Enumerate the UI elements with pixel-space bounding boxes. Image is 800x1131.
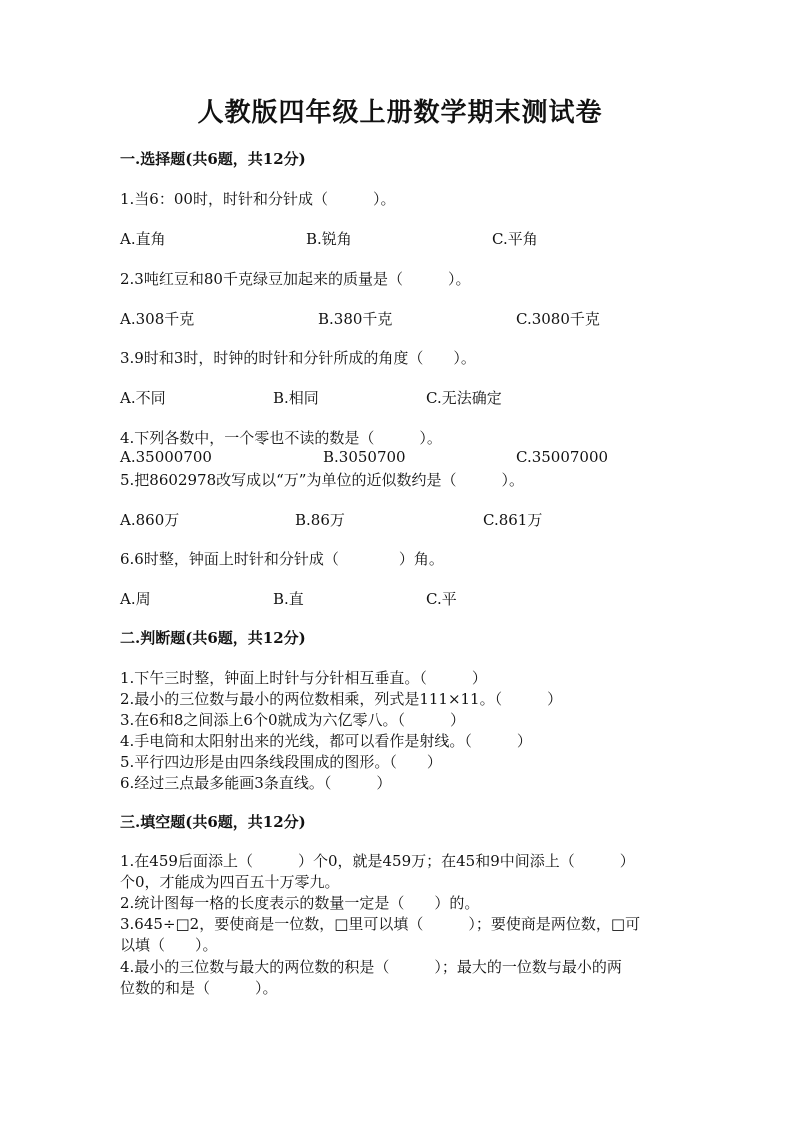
- question-3-1-line-1: 1.在459后面添上（ ）个0，就是459万；在45和9中间添上（ ）: [120, 852, 635, 870]
- option-1-4-c: C.35007000: [516, 448, 609, 466]
- option-1-2-c: C.3080千克: [516, 310, 600, 328]
- option-1-1-c: C.平角: [492, 230, 538, 248]
- section-heading-choice: 一.选择题(共6题，共12分): [120, 150, 306, 168]
- option-1-3-c: C.无法确定: [426, 389, 502, 407]
- question-3-2: 2.统计图每一格的长度表示的数量一定是（ ）的。: [120, 894, 480, 912]
- question-1-3: 3.9时和3时，时钟的时针和分针所成的角度（ ）。: [120, 349, 476, 367]
- question-2-5: 5.平行四边形是由四条线段围成的图形。（ ）: [120, 753, 442, 771]
- option-1-2-a: A.308千克: [120, 310, 195, 328]
- question-3-4-line-1: 4.最小的三位数与最大的两位数的积是（ ）；最大的一位数与最小的两: [120, 958, 622, 976]
- section-heading-true-false: 二.判断题(共6题，共12分): [120, 629, 306, 647]
- option-1-5-c: C.861万: [483, 511, 543, 529]
- option-1-3-b: B.相同: [273, 389, 319, 407]
- question-1-1: 1.当6：00时，时针和分针成（ ）。: [120, 190, 396, 208]
- page-title: 人教版四年级上册数学期末测试卷: [197, 98, 603, 128]
- question-1-4: 4.下列各数中，一个零也不读的数是（ ）。: [120, 429, 442, 447]
- option-1-6-a: A.周: [120, 590, 151, 608]
- option-1-4-b: B.3050700: [323, 448, 406, 466]
- question-1-2: 2.3吨红豆和80千克绿豆加起来的质量是（ ）。: [120, 270, 471, 288]
- option-1-1-a: A.直角: [120, 230, 166, 248]
- question-1-6: 6.6时整，钟面上时针和分针成（ ）角。: [120, 550, 444, 568]
- option-1-4-a: A.35000700: [120, 448, 212, 466]
- question-2-3: 3.在6和8之间添上6个0就成为六亿零八。（ ）: [120, 711, 465, 729]
- question-3-3-line-2: 以填（ ）。: [120, 936, 218, 954]
- question-2-4: 4.手电筒和太阳射出来的光线，都可以看作是射线。（ ）: [120, 732, 532, 750]
- option-1-5-b: B.86万: [295, 511, 345, 529]
- question-2-6: 6.经过三点最多能画3条直线。（ ）: [120, 774, 392, 792]
- question-3-3-line-1: 3.645÷□2，要使商是一位数，□里可以填（ ）；要使商是两位数，□可: [120, 915, 641, 933]
- question-2-1: 1.下午三时整，钟面上时针与分针相互垂直。（ ）: [120, 669, 487, 687]
- question-1-5: 5.把8602978改写成以“万”为单位的近似数约是（ ）。: [120, 471, 524, 489]
- question-3-1-line-2: 个0，才能成为四百五十万零九。: [120, 873, 340, 891]
- question-2-2: 2.最小的三位数与最小的两位数相乘，列式是111×11。（ ）: [120, 690, 563, 708]
- option-1-2-b: B.380千克: [318, 310, 393, 328]
- option-1-1-b: B.锐角: [306, 230, 352, 248]
- section-heading-fill-blank: 三.填空题(共6题，共12分): [120, 813, 306, 831]
- option-1-6-c: C.平: [426, 590, 457, 608]
- option-1-6-b: B.直: [273, 590, 304, 608]
- question-3-4-line-2: 位数的和是（ ）。: [120, 979, 278, 997]
- option-1-3-a: A.不同: [120, 389, 166, 407]
- option-1-5-a: A.860万: [120, 511, 180, 529]
